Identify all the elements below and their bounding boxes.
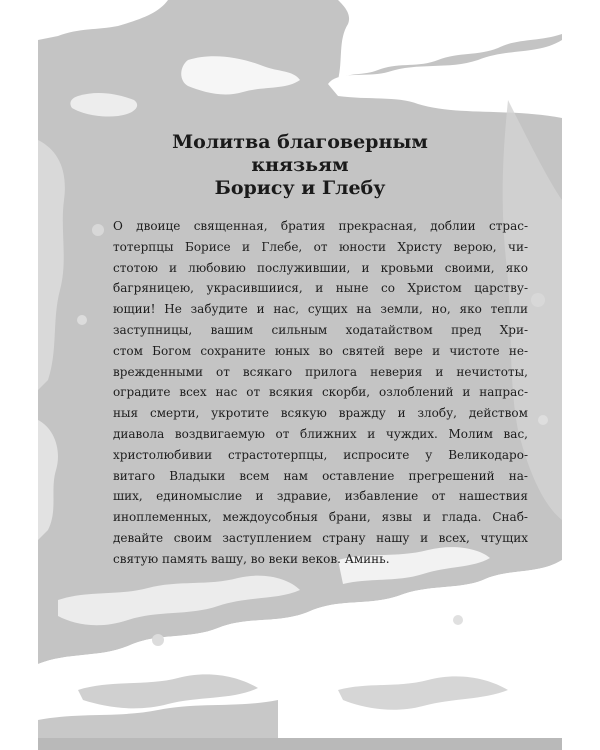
- prayer-body: [113, 216, 528, 570]
- body-line: тотерпцы Борисе и Глебе, от юности Христу верою, чи-: [113, 239, 528, 254]
- body-line: диавола воздвигаемую от ближних и чуждих. Молим вас,: [113, 426, 528, 441]
- body-line: святую память вашу, во веки веков. Аминь.: [113, 551, 390, 566]
- body-line: заступницы, вашим сильным ходатайством пред Хри-: [113, 322, 528, 337]
- body-line: стом Богом сохраните юных во святей вере и чистоте не-: [113, 343, 528, 358]
- body-line: ших, единомыслие и здравие, избавление от нашествия: [113, 489, 528, 504]
- prayer-title: [78, 131, 522, 200]
- body-line: иноплеменных, междоусобныя брани, язвы и глада. Снаб-: [113, 510, 528, 525]
- body-line: витаго Владыки всем нам оставление прегрешений на-: [113, 468, 528, 483]
- body-line: стотою и любовию послужившии, и кровьми своими, яко: [113, 260, 528, 275]
- page-bottom-strip: [38, 738, 562, 750]
- body-line: оградите всех нас от всякия скорби, озлоблений и напрас-: [113, 385, 528, 400]
- body-line: христолюбивии страстотерпцы, испросите у Великодаро-: [113, 447, 528, 462]
- title-line: Борису и Глебу: [214, 177, 386, 199]
- page: [38, 0, 562, 738]
- body-line: ныя смерти, укротите всякую вражду и злобу, действом: [113, 406, 528, 421]
- body-line: врежденными от всякаго прилога неверия и нечистоты,: [113, 364, 528, 379]
- title-line: князьям: [251, 154, 349, 176]
- body-line: О двоице священная, братия прекрасная, доблии страс-: [113, 219, 528, 233]
- body-line: багряницею, украсившиися, и ныне со Христом царству-: [113, 281, 528, 296]
- body-line: девайте своим заступлением страну нашу и всех, чтущих: [113, 530, 528, 545]
- body-line: ющии! Не забудите и нас, сущих на земли, но, яко тепли: [113, 302, 528, 317]
- title-line: Молитва благоверным: [172, 131, 428, 153]
